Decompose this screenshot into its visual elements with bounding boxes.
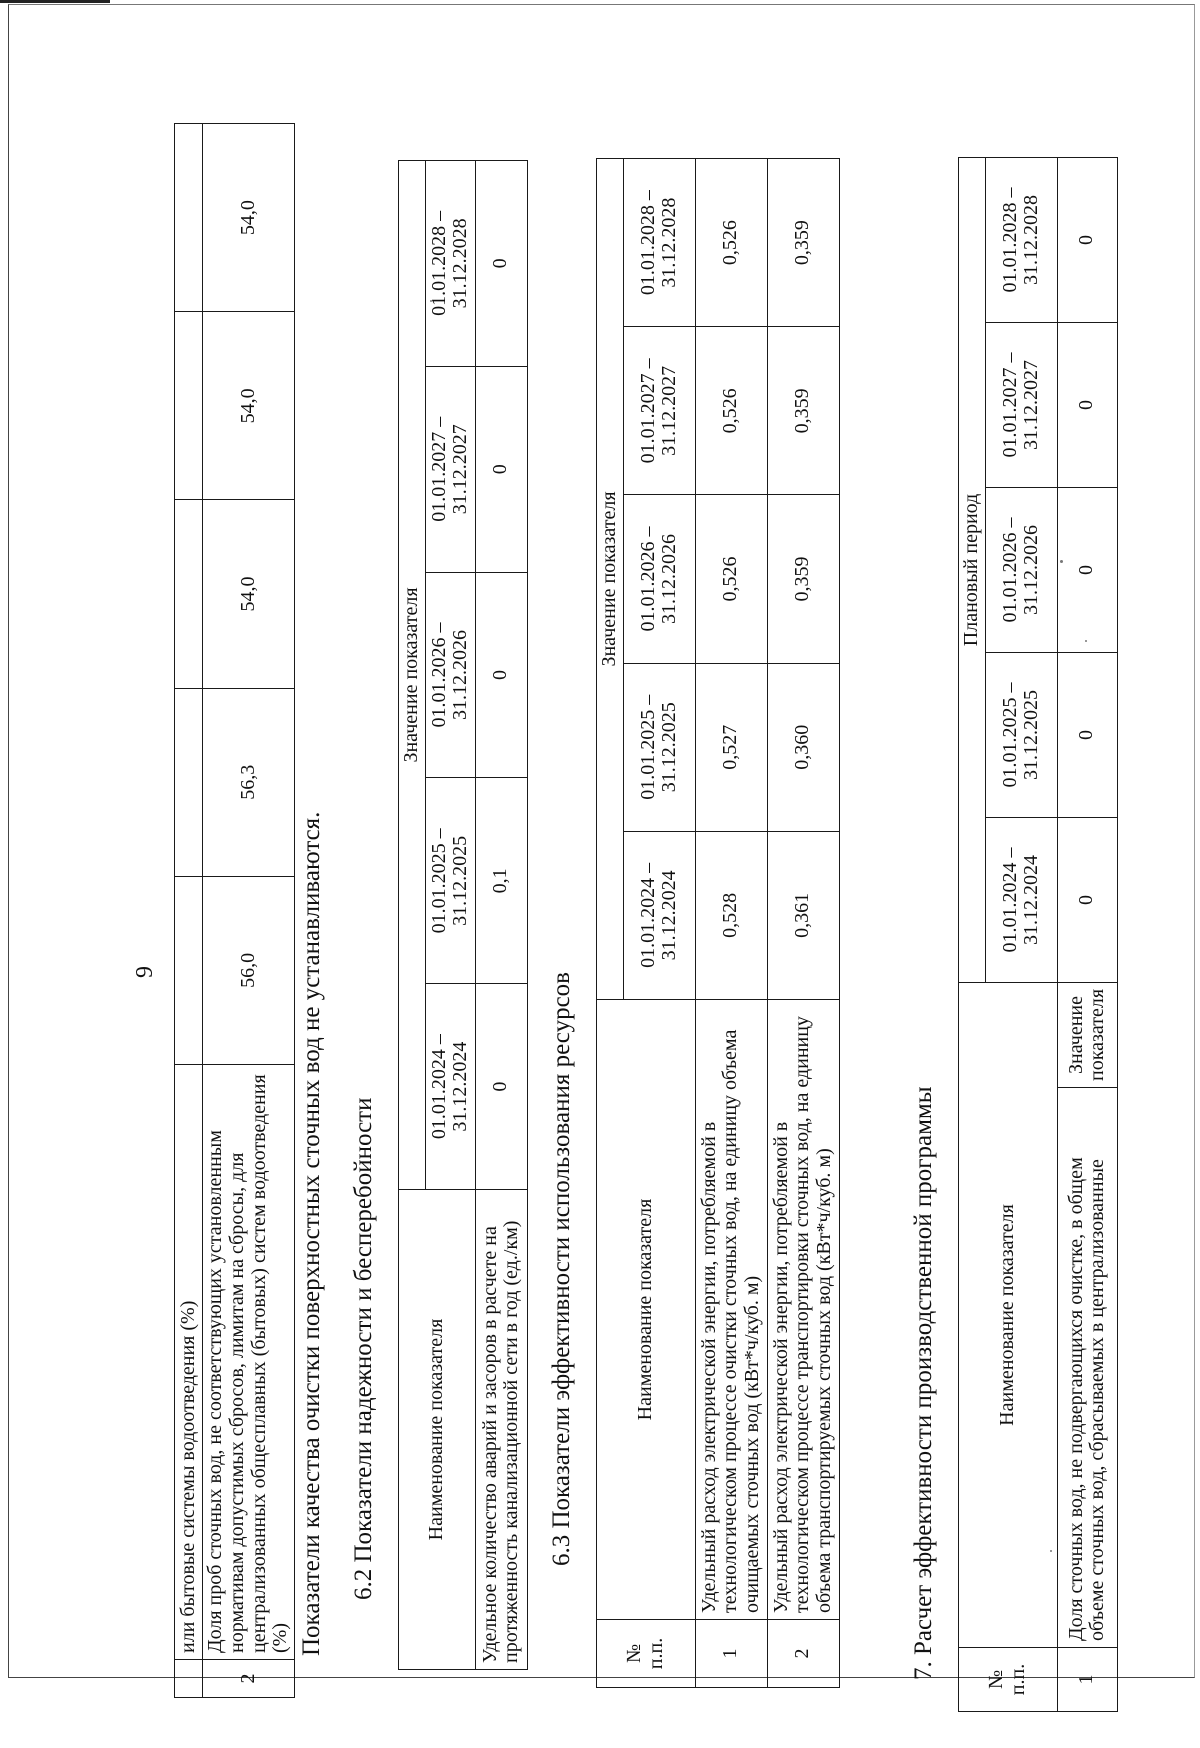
table-row xyxy=(175,124,203,1698)
row-number: 2 xyxy=(203,1660,295,1698)
period-header: 01.01.2025 – 31.12.2025 xyxy=(623,663,695,831)
period-header: 01.01.2028 – 31.12.2028 xyxy=(425,161,475,367)
value-cell: 0,528 xyxy=(695,831,767,999)
indicator-name: Доля сточных вод, не подвергающихся очистке, в общем объеме сточных вод, сбрасываемых в централизованные xyxy=(1057,1088,1117,1648)
table-row xyxy=(399,161,426,1670)
period-header: 01.01.2027 – 31.12.2027 xyxy=(425,366,475,572)
period-header: 01.01.2024 – 31.12.2024 xyxy=(425,984,475,1190)
row-number: 1 xyxy=(695,1620,767,1688)
value-header: Значение показателя xyxy=(399,161,426,1190)
program-table xyxy=(958,157,1118,1712)
period-header: 01.01.2024 – 31.12.2024 xyxy=(623,831,695,999)
page-content xyxy=(102,78,1162,1748)
reliability-table xyxy=(398,160,528,1670)
period-header: 01.01.2024 – 31.12.2024 xyxy=(985,817,1057,982)
value-cell: 0,359 xyxy=(767,495,839,663)
value-cell: 56,0 xyxy=(203,876,295,1064)
value-cell: 0 xyxy=(1057,158,1117,323)
value-cell: 0,1 xyxy=(475,778,527,984)
table-cell xyxy=(175,876,203,1064)
value-cell: 54,0 xyxy=(203,312,295,500)
value-cell: 0 xyxy=(475,984,527,1190)
value-cell: 56,3 xyxy=(203,688,295,876)
period-header: 01.01.2027 – 31.12.2027 xyxy=(985,323,1057,488)
resources-table xyxy=(596,158,840,1688)
section-63-title: 6.3 Показатели эффективности использования ресурсов xyxy=(548,972,575,1566)
value-cell: 0 xyxy=(475,366,527,572)
value-cell: 0 xyxy=(475,161,527,367)
period-header: 01.01.2028 – 31.12.2028 xyxy=(985,158,1057,323)
section-62-title: 6.2 Показатели надежности и бесперебойности xyxy=(350,1097,377,1600)
row-number: 2 xyxy=(767,1620,839,1688)
surface-note: Показатели качества очистки поверхностных сточных вод не устанавливаются. xyxy=(298,811,325,1656)
indicator-name: Удельный расход электрической энергии, потребляемой в технологическом процессе транспортировки сточных вод, на единицу объема транспортируемых сточных вод (кВт*ч/куб. м) xyxy=(767,1000,839,1620)
period-header: 01.01.2026 – 31.12.2026 xyxy=(623,495,695,663)
value-cell: 0,361 xyxy=(767,831,839,999)
table-row xyxy=(597,159,624,1688)
period-header: 01.01.2027 – 31.12.2027 xyxy=(623,327,695,495)
section-7-title: 7. Расчет эффективности производственной программы xyxy=(910,1086,937,1680)
period-header: 01.01.2026 – 31.12.2026 xyxy=(985,488,1057,653)
value-cell: 0 xyxy=(1057,817,1117,982)
indicator-name: Доля проб сточных вод, не соответствующих установленным нормативам допустимых сбросов, лимитам на сбросы, для централизованных общесплавных (бытовых) систем водоотведения (%) xyxy=(203,1065,295,1660)
table-cell xyxy=(175,124,203,312)
value-cell: 0,360 xyxy=(767,663,839,831)
scan-corner-mark xyxy=(0,0,110,3)
indicator-name: Удельное количество аварий и засоров в расчете на протяженность канализационной сети в год (ед./км) xyxy=(475,1190,527,1670)
name-header: Наименование показателя xyxy=(399,1190,476,1670)
table-row xyxy=(695,159,767,1688)
table-cell xyxy=(175,312,203,500)
value-cell: 0 xyxy=(475,572,527,778)
value-cell: 0,527 xyxy=(695,663,767,831)
table-cell: или бытовые системы водоотведения (%) xyxy=(175,1065,203,1660)
plan-header: Плановый период xyxy=(959,158,986,983)
value-cell: 0,359 xyxy=(767,327,839,495)
value-cell: 0,526 xyxy=(695,495,767,663)
table-row xyxy=(959,158,986,1712)
table-cell xyxy=(175,688,203,876)
row-number: 1 xyxy=(1057,1648,1117,1712)
period-header: 01.01.2026 – 31.12.2026 xyxy=(425,572,475,778)
table-row xyxy=(1057,158,1117,1712)
table-cell xyxy=(175,1660,203,1698)
value-cell: 0,526 xyxy=(695,327,767,495)
num-header: № п.п. xyxy=(597,1620,696,1688)
period-header: 01.01.2028 – 31.12.2028 xyxy=(623,159,695,327)
period-header: 01.01.2025 – 31.12.2025 xyxy=(985,652,1057,817)
rotated-page xyxy=(102,78,1162,1748)
table-cell xyxy=(175,500,203,688)
value-cell: 0 xyxy=(1057,323,1117,488)
period-header: 01.01.2025 – 31.12.2025 xyxy=(425,778,475,984)
num-header: № п.п. xyxy=(959,1648,1058,1712)
value-cell: 0 xyxy=(1057,652,1117,817)
value-header: Значение показателя xyxy=(597,159,624,1000)
value-label: Значение показателя xyxy=(1057,982,1117,1087)
table-row xyxy=(767,159,839,1688)
table-row xyxy=(203,124,295,1698)
top-table xyxy=(174,123,295,1698)
table-row xyxy=(475,161,527,1670)
value-cell: 0,526 xyxy=(695,159,767,327)
value-cell: 0 xyxy=(1057,488,1117,653)
name-header: Наименование показателя xyxy=(597,1000,696,1620)
page-number: 9 xyxy=(132,966,158,978)
value-cell: 54,0 xyxy=(203,124,295,312)
indicator-name: Удельный расход электрической энергии, потребляемой в технологическом процессе очистки сточных вод, на единицу объема очищаемых сточных вод (кВт*ч/куб. м) xyxy=(695,1000,767,1620)
value-cell: 0,359 xyxy=(767,159,839,327)
value-cell: 54,0 xyxy=(203,500,295,688)
name-header: Наименование показателя xyxy=(959,982,1058,1647)
